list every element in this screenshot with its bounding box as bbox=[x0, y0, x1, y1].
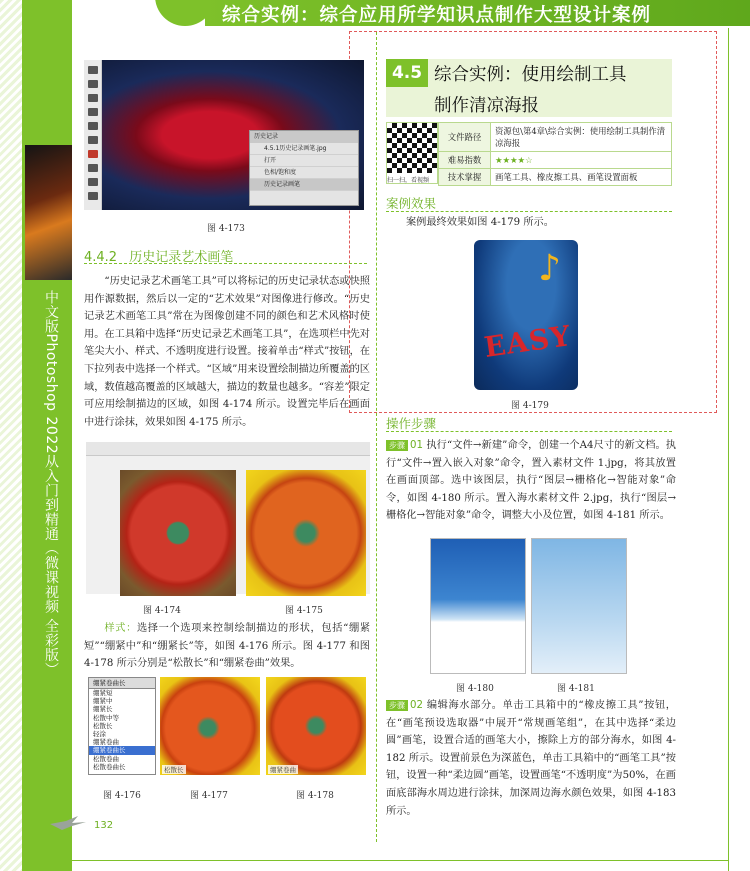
history-row: 历史记录画笔 bbox=[250, 179, 358, 191]
figure-caption: 图 4-174 bbox=[143, 606, 181, 616]
figure-caption: 图 4-177 bbox=[190, 791, 228, 801]
history-row: 色相/饱和度 bbox=[250, 167, 358, 179]
dropdown-option[interactable]: 绷紧短 bbox=[93, 689, 113, 697]
body-paragraph: “历史记录艺术画笔工具”可以将标记的历史记录状态或快照用作源数据，然后以一定的“艺术效果”对图像进行修改。“历史记录艺术画笔工具”常在为图像创建不同的颜色和艺术风格时使用。在工具箱中选择“历史记录艺术画笔工具”，在选项栏中先对笔尖大小、样式、不透明度进行设置。接着单击“样式”按钮，在下拉列表中选择一个样式。“区域”用来设置绘制描边所覆盖的区域，数值越高覆盖的区域越大，描边的数量也越多。“容差”限定可应用绘制描边的区域，如图 4-174 所示。设置完毕后在画面中进行涂抹，效果如图 4-175 所示。 bbox=[84, 276, 370, 428]
history-panel-title: 历史记录 bbox=[250, 131, 358, 143]
dropdown-option[interactable]: 绷紧卷曲 bbox=[93, 738, 119, 747]
music-note-icon: ♪ bbox=[538, 248, 561, 289]
figure-caption: 图 4-175 bbox=[285, 606, 323, 616]
history-panel bbox=[249, 130, 359, 206]
figure-caption: 图 4-178 bbox=[296, 791, 334, 801]
figure-caption: 图 4-173 bbox=[207, 224, 245, 234]
table-key: 技术掌握 bbox=[439, 169, 491, 186]
flower-image bbox=[120, 470, 236, 596]
flower-image bbox=[266, 677, 366, 775]
dropdown-option[interactable]: 松散卷曲长 bbox=[93, 762, 126, 771]
sky-sea-image bbox=[430, 538, 526, 674]
page-frame-bottom bbox=[72, 860, 729, 861]
table-value: 画笔工具、橡皮擦工具、画笔设置面板 bbox=[491, 169, 672, 186]
tool-icon bbox=[88, 136, 98, 144]
heading-rule bbox=[386, 431, 672, 432]
history-row: 打开 bbox=[250, 155, 358, 167]
sidebar-book-title: 中文版Photoshop 2022从入门到精通（微课视频 全彩版） bbox=[43, 290, 59, 677]
options-bar bbox=[86, 442, 370, 456]
case-effect-heading: 案例效果 bbox=[386, 196, 437, 211]
figure-caption: 图 4-176 bbox=[103, 791, 141, 801]
qr-caption: 扫一扫，看视频 bbox=[387, 177, 430, 184]
table-row bbox=[439, 169, 672, 186]
page-number: 132 bbox=[94, 820, 114, 831]
body-paragraph bbox=[84, 620, 370, 673]
table-row bbox=[439, 123, 672, 152]
case-effect-text: 案例最终效果如图 4-179 所示。 bbox=[406, 217, 554, 228]
step-paragraph bbox=[386, 697, 676, 820]
section-rule bbox=[84, 263, 367, 264]
section-title: 历史记录艺术画笔 bbox=[129, 250, 234, 265]
style-dropdown[interactable] bbox=[88, 677, 156, 775]
hummingbird-icon bbox=[48, 812, 88, 832]
tool-icon bbox=[88, 178, 98, 186]
step-text: 执行“文件→新建”命令，创建一个A4尺寸的新文档。执行“文件→置入嵌入对象”命令，置入素材文件 1.jpg，将其放置在画面顶部。选中该图层，执行“图层→栅格化→智能对象”命令，如图 4-180 所示。置入海水素材文件 2.jpg，执行“图层→栅格化→智能对象”命令，调整大小及位置，如图 4-181 所示。 bbox=[386, 440, 676, 522]
step-tag: 步骤 bbox=[386, 700, 408, 711]
dropdown-option[interactable]: 绷紧中 bbox=[93, 697, 113, 706]
dropdown-option[interactable]: 轻涂 bbox=[93, 729, 106, 738]
case-info-table bbox=[438, 122, 672, 186]
dropdown-selected[interactable]: 绷紧卷曲长 bbox=[89, 678, 155, 689]
steps-heading: 操作步骤 bbox=[386, 416, 437, 431]
flower-image bbox=[246, 470, 366, 596]
dropdown-option[interactable]: 松散中等 bbox=[93, 713, 119, 722]
tool-icon bbox=[88, 66, 98, 74]
step-text: 编辑海水部分。单击工具箱中的“橡皮擦工具”按钮，在“画笔预设选取器”中展开“常规画笔组”，在其中选择“柔边圆”画笔，设置合适的画笔大小，擦除上方的部分海水，如图 4-182 所示。设置前景色为深蓝色，单击工具箱中的“画笔工具”按钮，设置一种“柔边圆”画笔，设置画笔“不透明度”为50%，在画面底部海水周边进行涂抹，加深周边海水颜色效果，如图 4-183 所示。 bbox=[386, 700, 676, 817]
step-number: 02 bbox=[410, 700, 423, 711]
dropdown-option[interactable]: 松散卷曲 bbox=[93, 754, 119, 763]
tool-icon bbox=[88, 80, 98, 88]
tool-icon bbox=[88, 192, 98, 200]
table-key: 文件路径 bbox=[439, 123, 491, 152]
poster-image bbox=[474, 240, 578, 390]
image-label: 松散长 bbox=[164, 766, 184, 774]
heading-rule bbox=[386, 211, 672, 212]
sidebar-cover-photo bbox=[25, 145, 72, 280]
history-row: 4.5.1历史记录画笔.jpg bbox=[250, 143, 358, 155]
figure-caption: 图 4-179 bbox=[511, 401, 549, 411]
case-title: 制作清凉海报 bbox=[434, 96, 539, 116]
tool-icon bbox=[88, 108, 98, 116]
dropdown-option[interactable]: 松散长 bbox=[93, 721, 113, 730]
sidebar-stripe bbox=[0, 0, 22, 871]
banner-title: 综合实例：综合应用所学知识点制作大型设计案例 bbox=[222, 5, 652, 26]
table-row bbox=[439, 152, 672, 169]
difficulty-stars: ★★★★☆ bbox=[491, 152, 672, 169]
top-banner bbox=[0, 0, 750, 28]
tool-icon bbox=[88, 122, 98, 130]
poster-word: EASY bbox=[482, 319, 574, 364]
step-number: 01 bbox=[410, 440, 423, 451]
figure-caption: 图 4-180 bbox=[456, 684, 494, 694]
ps-toolbar bbox=[84, 60, 102, 210]
paragraph-text: 选择一个选项来控制绘制描边的形状，包括“绷紧短”“绷紧中”和“绷紧长”等，如图 4-176 所示。图 4-177 和图 4-178 所示分别是“松散长”和“绷紧卷曲”效果。 bbox=[84, 623, 371, 670]
figure-caption: 图 4-181 bbox=[557, 684, 595, 694]
case-title: 综合实例：使用绘制工具 bbox=[434, 65, 627, 85]
dropdown-option[interactable]: 绷紧长 bbox=[93, 705, 113, 714]
history-brush-icon bbox=[88, 150, 98, 158]
image-label: 绷紧卷曲 bbox=[270, 766, 296, 774]
page-frame-right bbox=[728, 28, 729, 871]
flower-image bbox=[160, 677, 260, 775]
section-number: 4.4.2 bbox=[84, 250, 118, 265]
step-paragraph bbox=[386, 437, 676, 525]
step-tag: 步骤 bbox=[386, 440, 408, 451]
tool-icon bbox=[88, 94, 98, 102]
case-section-number: 4.5 bbox=[386, 59, 428, 87]
qr-code-icon[interactable] bbox=[387, 123, 437, 173]
sea-image bbox=[531, 538, 627, 674]
tool-icon bbox=[88, 164, 98, 172]
table-key: 难易指数 bbox=[439, 152, 491, 169]
term-label: 样式： bbox=[104, 623, 137, 634]
table-value: 资源包\第4章\综合实例：使用绘制工具制作清凉海报 bbox=[491, 123, 672, 152]
dropdown-option[interactable]: 绷紧卷曲长 bbox=[89, 746, 155, 754]
